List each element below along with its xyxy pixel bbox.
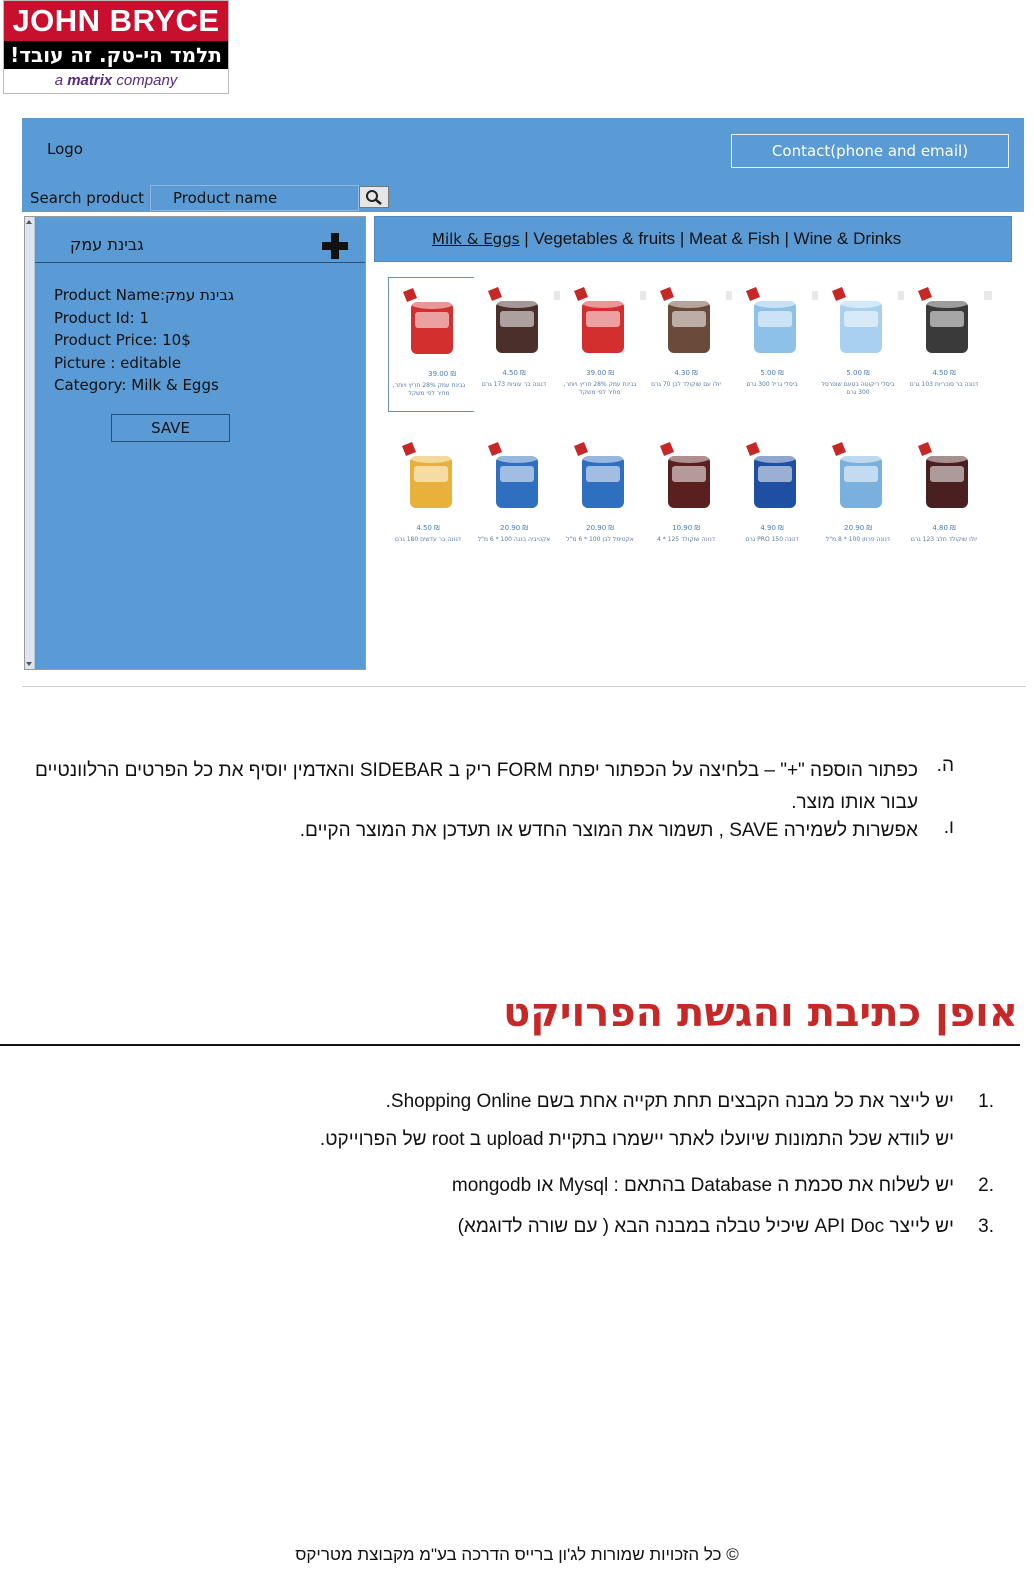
product-price: ₪ 20.90 [844, 524, 872, 532]
product-card[interactable] [732, 277, 812, 417]
product-price: ₪ 4.80 [932, 524, 956, 532]
product-price: ₪ 4.30 [674, 369, 698, 377]
plus-icon [320, 231, 350, 261]
product-name: דנונה PRO 150 גרם [745, 536, 799, 543]
product-image [401, 288, 459, 360]
product-card[interactable] [904, 432, 984, 572]
heading-divider [0, 1044, 1020, 1046]
sidebar-form [24, 216, 366, 670]
product-image [658, 287, 716, 359]
list-number: 2. [978, 1175, 994, 1196]
product-name: יולו שוקולד חלב 123 גרם [910, 536, 978, 543]
product-name: דנונה פרוזן 100 * 8 מ"ל [825, 536, 891, 543]
list-item: יש לייצר API Doc שיכיל טבלה במבנה הבא ( עם שורה לדוגמא) [457, 1216, 954, 1237]
brand-logo [3, 0, 229, 94]
list-item-continued: יש לוודא שכל התמונות שיועלו לאתר יישמרו בתקיית upload ב root של הפרוייקט. [319, 1129, 954, 1150]
brand-slogan: תלמד הי-טק. זה עובד! [4, 41, 228, 69]
product-details [54, 284, 234, 397]
product-image [400, 442, 458, 514]
admin-mockup [22, 118, 1026, 687]
product-name: ביסלי גריל 300 גרם [746, 381, 798, 388]
product-name: דנונה שוקולד 125 * 4 [656, 536, 716, 543]
product-card[interactable] [646, 277, 726, 417]
detail-category: Category: Milk & Eggs [54, 376, 219, 394]
tab-milk-eggs[interactable]: Milk & Eggs [432, 230, 520, 248]
search-icon [365, 189, 383, 205]
list-number: 1. [978, 1091, 994, 1112]
product-name: יולו עם שוקולד לבן 70 גרם [651, 381, 721, 388]
scroll-down-icon[interactable] [26, 662, 32, 666]
product-card[interactable] [818, 432, 898, 572]
brand-name: JOHN BRYCE [4, 1, 228, 41]
mock-header [22, 118, 1024, 212]
product-card[interactable] [818, 277, 898, 417]
product-image [658, 442, 716, 514]
search-input[interactable]: Product name [150, 185, 359, 211]
footer-copyright: © כל הזכויות שמורות לג'ון ברייס הדרכה בע"מ מקבוצת מטריקס [295, 1545, 739, 1564]
item-text: אפשרות לשמירה SAVE , תשמור את המוצר החדש או תעדכן את המוצר הקיים. [299, 820, 918, 841]
product-image [744, 442, 802, 514]
product-image [572, 287, 630, 359]
item-marker: ו. [943, 817, 954, 838]
list-item: יש לשלוח את סכמת ה Database בהתאם : Mysql או mongodb [451, 1175, 954, 1196]
product-price: ₪ 39.00 [428, 370, 456, 378]
product-name: ביסלי ריקוטה בטעם שופרסל 300 גרם [821, 381, 895, 396]
contact-button[interactable]: Contact(phone and email) [731, 134, 1009, 168]
product-name: אקטימל לבן 100 * 6 מ"ל [566, 536, 634, 543]
product-price: ₪ 39.00 [586, 369, 614, 377]
mock-logo: Logo [47, 140, 83, 158]
save-button[interactable]: SAVE [111, 414, 230, 442]
tab-other-categories[interactable]: | Vegetables & fruits | Meat & Fish | Wine & Drinks [519, 229, 902, 248]
search-label: Search product [30, 189, 144, 207]
brand-tagline: a matrix company [54, 72, 178, 89]
product-price: ₪ 20.90 [500, 524, 528, 532]
product-card[interactable] [388, 432, 468, 572]
product-price: ₪ 4.50 [932, 369, 956, 377]
product-name: גבינת עמק 28% חריץ ויותר, מחיר לפי משקל [563, 381, 637, 396]
product-card[interactable] [560, 277, 640, 417]
product-name: דנונה בר סוכריות 103 גרם [909, 381, 979, 388]
sidebar-header [35, 217, 365, 263]
product-price: ₪ 20.90 [586, 524, 614, 532]
product-name: גבינת עמק 28% חריץ ויותר, מחיר לפי משקל [392, 382, 466, 397]
product-image [744, 287, 802, 359]
product-image [572, 442, 630, 514]
detail-id: Product Id: 1 [54, 308, 150, 327]
product-image [486, 442, 544, 514]
item-text: כפתור הוספה "+" – בלחיצה על הכפתור יפתח FORM ריק ב SIDEBAR והאדמין יוסיף את כל הפרטים הרלוונטיים עבור אותו מוצר. [35, 760, 918, 813]
product-price: ₪ 4.50 [502, 369, 526, 377]
product-card[interactable] [646, 432, 726, 572]
product-card[interactable] [732, 432, 812, 572]
product-image [830, 287, 888, 359]
product-price: ₪ 5.00 [846, 369, 870, 377]
detail-name: Product Name:גבינת עמק [54, 286, 235, 304]
detail-picture: Picture : editable [54, 353, 182, 372]
product-image [830, 442, 888, 514]
product-card[interactable] [904, 277, 984, 417]
sidebar-title: גבינת עמק [70, 235, 144, 254]
product-image [486, 287, 544, 359]
product-name: אקטיביה בננה 100 * 6 מ"ל [477, 536, 551, 543]
add-product-button[interactable] [320, 231, 350, 265]
product-grid [389, 281, 999, 591]
section-heading: אופן כתיבת והגשת הפרויקט [503, 990, 1018, 1036]
product-name: דנונה בר עדשים 180 גרם [394, 536, 462, 543]
sidebar-scrollbar[interactable] [25, 217, 35, 669]
product-image [916, 287, 974, 359]
product-price: ₪ 4.50 [416, 524, 440, 532]
detail-price: Product Price: 10$ [54, 331, 191, 349]
scroll-up-icon[interactable] [26, 220, 32, 224]
product-price: ₪ 5.00 [760, 369, 784, 377]
item-marker: ה. [936, 755, 954, 776]
instruction-item [14, 755, 954, 819]
product-card[interactable] [474, 432, 554, 572]
list-number: 3. [978, 1216, 994, 1237]
product-card[interactable] [560, 432, 640, 572]
product-price: ₪ 4.90 [760, 524, 784, 532]
list-item: יש לייצר את כל מבנה הקבצים תחת תקייה אחת בשם Shopping Online. [385, 1091, 954, 1112]
category-nav [374, 216, 1012, 262]
product-price: ₪ 10.90 [672, 524, 700, 532]
product-card[interactable] [474, 277, 554, 417]
product-image [916, 442, 974, 514]
search-button[interactable] [359, 186, 389, 208]
product-name: דנונה בר עוגיות 173 גרם [481, 381, 547, 388]
instruction-item [14, 817, 954, 845]
